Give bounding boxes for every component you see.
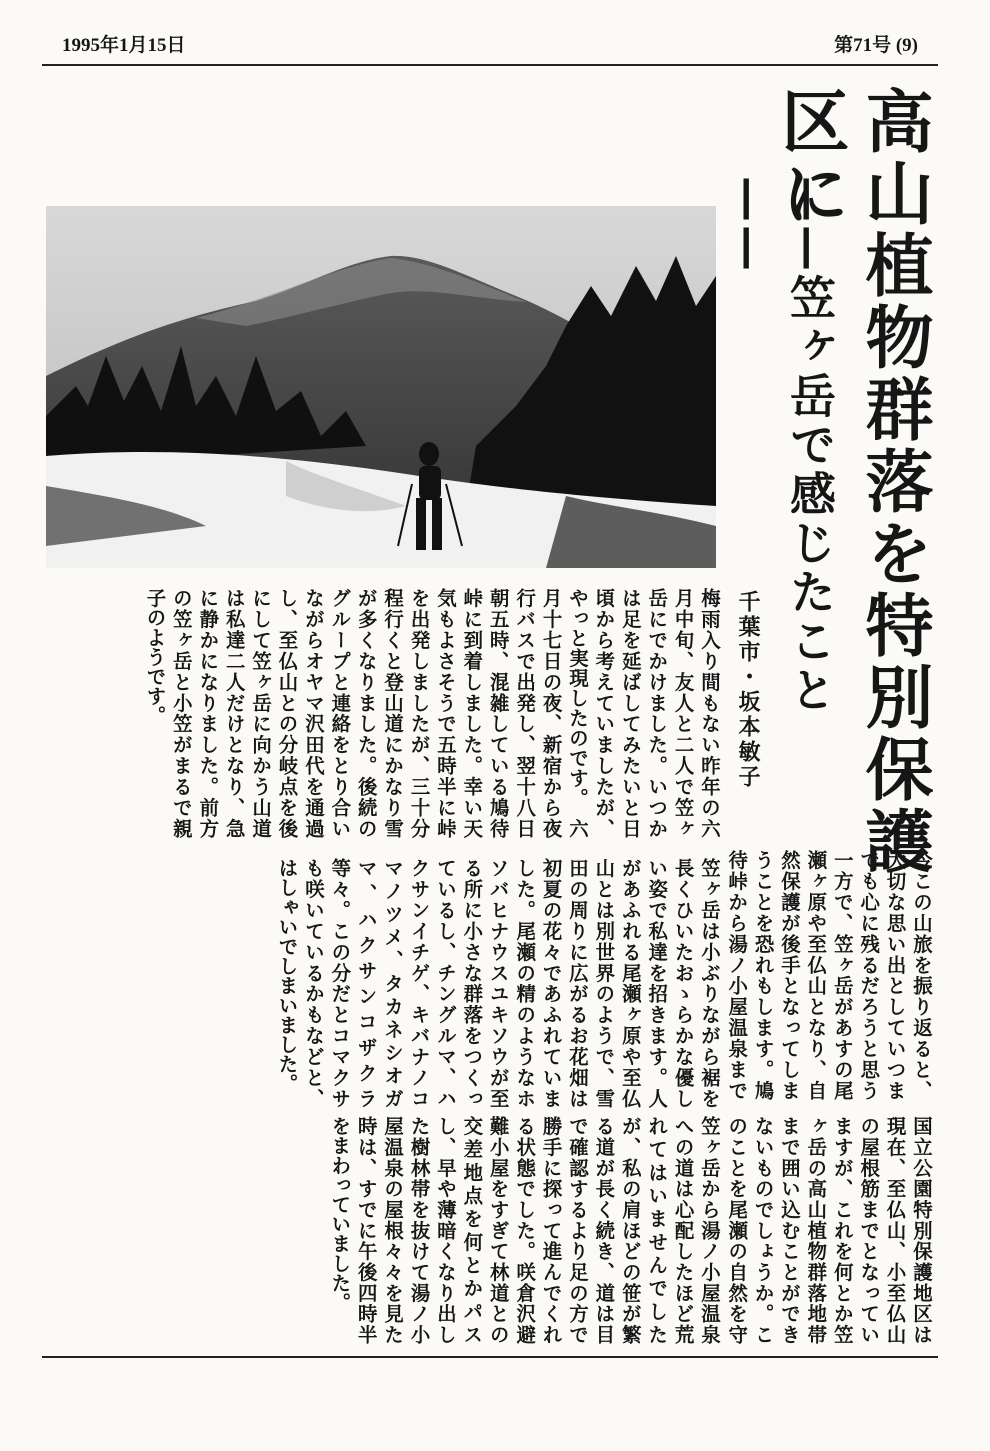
article-title: 高山植物群落を特別保護区に [770,86,934,878]
footer-rule [42,1356,938,1358]
article-paragraph: 今この山旅を振り返ると、大切な思い出としていつまでも心に残るだろうと思う一方で、笠ヶ岳があすの尾瀬ヶ原や至仏山となり、自然保護が後手となってしまうことを恐れもします。鳩待峠から湯ノ小屋温泉まで [725,850,933,1100]
mountain-photo [46,206,716,568]
issue-number: 第71号 (9) [834,35,918,56]
article-column [48,588,722,838]
issue-date: 1995年1月15日 [62,35,186,56]
header-rule [42,64,938,66]
article-paragraph: 国立公園特別保護地区は現在、至仏山、小至仏山の屋根筋までとなっていますが、これを何とか笠ヶ岳の高山植物群落地帯まで囲い込むことができないものでしょうか。このことを尾瀬の自然を守 [725,1116,933,1344]
article-column [48,858,722,1108]
article-subtitle: ——笠ヶ岳で感じたこと—— [723,176,837,715]
article-column [724,1116,934,1344]
article-paragraph: 笠ヶ岳は小ぶりながら裾を長くひいたおゝらかな優しい姿で私達を招きます。人があふれる尾瀬ヶ原や至仏山とは別世界のようで、雪田の周りに広がるお花畑は初夏の花々であふれていました。尾瀬の精のようなホソバヒナウスユキソウが至る所に小さな群落をつくっているし、チングルマ、ハクサンイチゲ、キバナノコマノツメ、タカネシオガマ、ハクサンコザクラ等々。この分だとコマクサも咲いているかもなどと、はしゃいでしまいました。 [275,858,721,1108]
article-column [48,1116,722,1344]
article-paragraph: 笠ヶ岳から湯ノ小屋温泉への道は心配したほど荒れてはいませんでしたが、私の肩ほどの笹が繁る道が長く続き、道は目で確認するより足の方で勝手に探って進んでくれる状態でした。咲倉沢避難小屋をすぎて林道との交差地点を何とかパスし、早や薄暗くなり出した樹林帯を抜けて湯ノ小屋温泉の屋根々々を見た時は、すでに午後四時半をまわっていました。 [328,1116,721,1344]
article-author: 千葉市・坂本敏子 [735,590,761,790]
article-paragraph: 梅雨入り間もない昨年の六月中旬、友人と二人で笠ヶ岳にでかけました。いつかは足を延ばしてみたいと日頃から考えていましたが、やっと実現したのです。 六月十七日の夜、新宿から夜行バスで出発し、翌十八日朝五時、混雑している鳩待峠に到着しました。幸い天気もよさそうで五時半に峠を出発しましたが、三十分程行くと登山道にかなり雪が多くなりました。後続のグループと連絡をとり合いながらオヤマ沢田代を通過し、至仏山との分岐点を後にして笠ヶ岳に向かう山道は私達二人だけとなり、急に静かになりました。前方の笠ヶ岳と小笠がまるで親子のようです。 [143,588,721,838]
article-column [724,850,934,1100]
